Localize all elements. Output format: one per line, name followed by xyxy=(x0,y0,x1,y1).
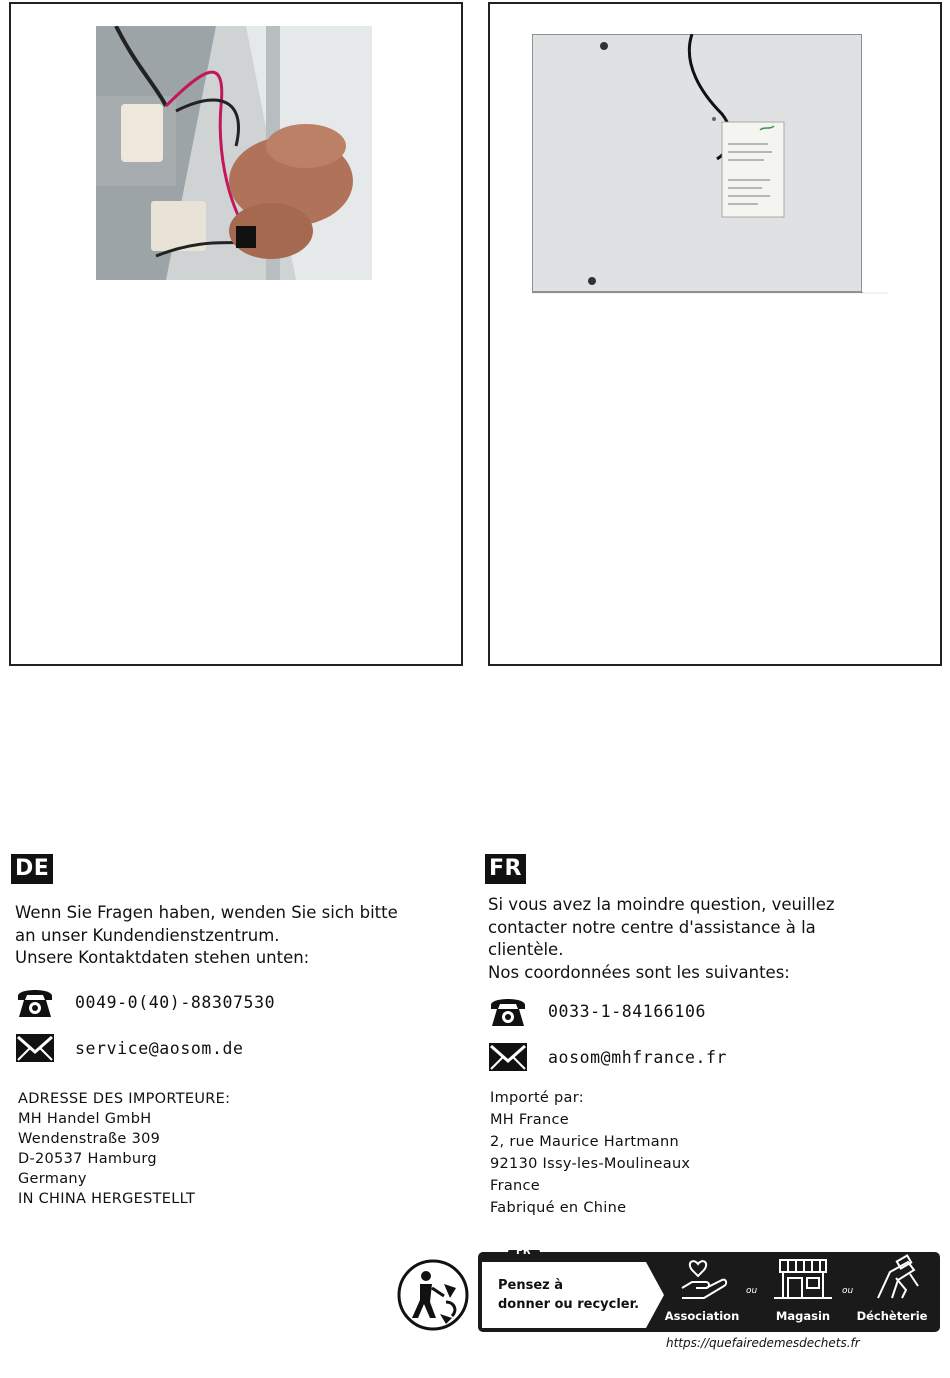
recycling-option-waste-center: Déchèterie xyxy=(856,1309,928,1323)
recycling-separator: ou xyxy=(746,1286,758,1296)
fr-email-address[interactable]: aosom@mhfrance.fr xyxy=(548,1047,728,1067)
wiring-connection-photo xyxy=(96,26,372,280)
recycling-separator: ou xyxy=(842,1286,854,1296)
recycling-url[interactable]: https://quefairedemesdechets.fr xyxy=(666,1336,860,1350)
telephone-icon xyxy=(15,984,55,1020)
instruction-panel-left xyxy=(9,2,463,666)
recycling-info-banner xyxy=(478,1246,940,1334)
de-email-row xyxy=(15,1030,244,1066)
recycling-option-shop: Magasin xyxy=(775,1309,831,1323)
telephone-icon xyxy=(488,993,528,1029)
language-badge-fr: FR xyxy=(485,854,526,884)
de-intro-text: Wenn Sie Fragen haben, wenden Sie sich bitte an unser Kundendienstzentrum. Unsere Kontaktdaten stehen unten: xyxy=(15,903,398,967)
envelope-icon xyxy=(488,1039,528,1075)
instruction-panel-right xyxy=(488,2,942,666)
fr-intro-text: Si vous avez la moindre question, veuillez contacter notre centre d'assistance à la clientèle. Nos coordonnées sont les suivantes: xyxy=(488,895,835,982)
language-badge-de: DE xyxy=(11,854,53,884)
recycling-option-association: Association xyxy=(664,1309,740,1323)
recycling-country-tag: FR xyxy=(516,1246,531,1257)
fr-email-row xyxy=(488,1039,727,1075)
envelope-icon xyxy=(15,1030,55,1066)
de-phone-row xyxy=(15,984,275,1020)
de-email-address[interactable]: service@aosom.de xyxy=(75,1038,244,1058)
triman-recycling-icon xyxy=(396,1258,470,1332)
fr-importer-address: Importé par: MH France 2, rue Maurice Hartmann 92130 Issy-les-Moulineaux France Fabriqué en Chine xyxy=(490,1090,691,1216)
de-phone-number[interactable]: 0049-0(40)-88307530 xyxy=(75,992,276,1012)
recycling-message: Pensez à donner ou recycler. xyxy=(498,1278,640,1312)
panel-back-label-photo xyxy=(532,34,888,294)
de-importer-address: ADRESSE DES IMPORTEURE: MH Handel GmbH Wendenstraße 309 D-20537 Hamburg Germany IN CHINA HERGESTELLT xyxy=(18,1091,231,1207)
fr-phone-row xyxy=(488,993,706,1029)
fr-phone-number[interactable]: 0033-1-84166106 xyxy=(548,1001,707,1021)
